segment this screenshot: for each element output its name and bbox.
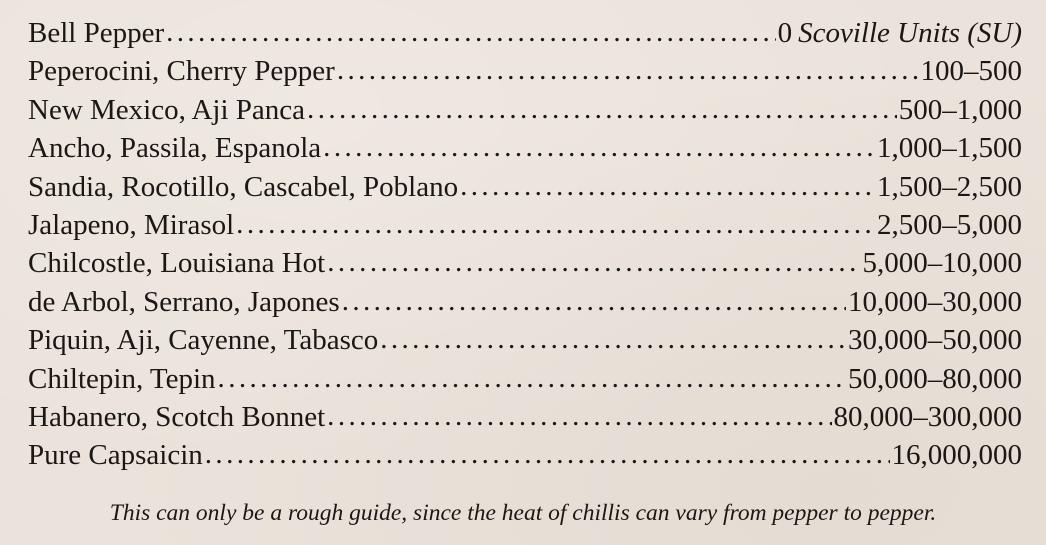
scoville-unit-label: Scoville Units (SU) xyxy=(798,17,1022,49)
pepper-name: Chiltepin, Tepin xyxy=(28,362,216,395)
scoville-value: 2,500–5,000 xyxy=(877,208,1022,241)
pepper-name: Sandia, Rocotillo, Cascabel, Poblano xyxy=(28,170,459,203)
pepper-name: New Mexico, Aji Panca xyxy=(28,93,306,126)
pepper-name: Jalapeno, Mirasol xyxy=(28,208,235,241)
dot-leader xyxy=(236,208,875,241)
pepper-name: Chilcostle, Louisiana Hot xyxy=(28,247,326,280)
scoville-value xyxy=(778,17,1022,50)
pepper-name: Peperocini, Cherry Pepper xyxy=(28,55,335,88)
scoville-value: 50,000–80,000 xyxy=(848,362,1022,395)
scoville-scale-table xyxy=(28,17,1022,478)
dot-leader xyxy=(166,16,776,49)
footnote-caption: This can only be a rough guide, since the heat of chillis can vary from pepper to pepper. xyxy=(109,500,937,526)
dot-leader xyxy=(327,246,860,279)
scale-row-new-mexico xyxy=(28,94,1022,132)
dot-leader xyxy=(205,438,890,471)
pepper-name: Ancho, Passila, Espanola xyxy=(28,132,322,165)
pepper-name: Habanero, Scotch Bonnet xyxy=(28,400,326,433)
pepper-name: Piquin, Aji, Cayenne, Tabasco xyxy=(28,324,379,357)
dot-leader xyxy=(380,323,846,356)
dot-leader xyxy=(460,170,875,203)
scale-row-ancho xyxy=(28,132,1022,170)
scale-row-piquin xyxy=(28,324,1022,362)
scoville-value: 500–1,000 xyxy=(898,93,1022,126)
scale-row-habanero xyxy=(28,401,1022,439)
scoville-value: 1,500–2,500 xyxy=(877,170,1022,203)
dot-leader xyxy=(327,400,831,433)
scale-row-sandia xyxy=(28,171,1022,209)
scoville-number: 0 xyxy=(777,17,793,49)
dot-leader xyxy=(337,54,919,87)
scoville-value: 30,000–50,000 xyxy=(848,324,1022,357)
pepper-name: de Arbol, Serrano, Japones xyxy=(28,285,340,318)
dot-leader xyxy=(323,131,875,164)
scale-row-chilcostle xyxy=(28,247,1022,285)
scale-row-bell-pepper xyxy=(28,17,1022,55)
scoville-value: 80,000–300,000 xyxy=(833,400,1022,433)
scale-row-de-arbol xyxy=(28,286,1022,324)
scoville-value: 16,000,000 xyxy=(891,439,1022,472)
dot-leader xyxy=(342,285,846,318)
scale-row-jalapeno xyxy=(28,209,1022,247)
scale-row-chiltepin xyxy=(28,363,1022,401)
scoville-value: 5,000–10,000 xyxy=(862,247,1022,280)
scoville-value: 1,000–1,500 xyxy=(877,132,1022,165)
dot-leader xyxy=(218,362,846,395)
scale-row-pure-capsaicin xyxy=(28,439,1022,477)
scoville-value: 100–500 xyxy=(920,55,1022,88)
pepper-name: Pure Capsaicin xyxy=(28,439,203,472)
pepper-name: Bell Pepper xyxy=(28,17,165,49)
dot-leader xyxy=(307,93,897,126)
scoville-value: 10,000–30,000 xyxy=(848,285,1022,318)
scale-row-peperocini xyxy=(28,55,1022,93)
